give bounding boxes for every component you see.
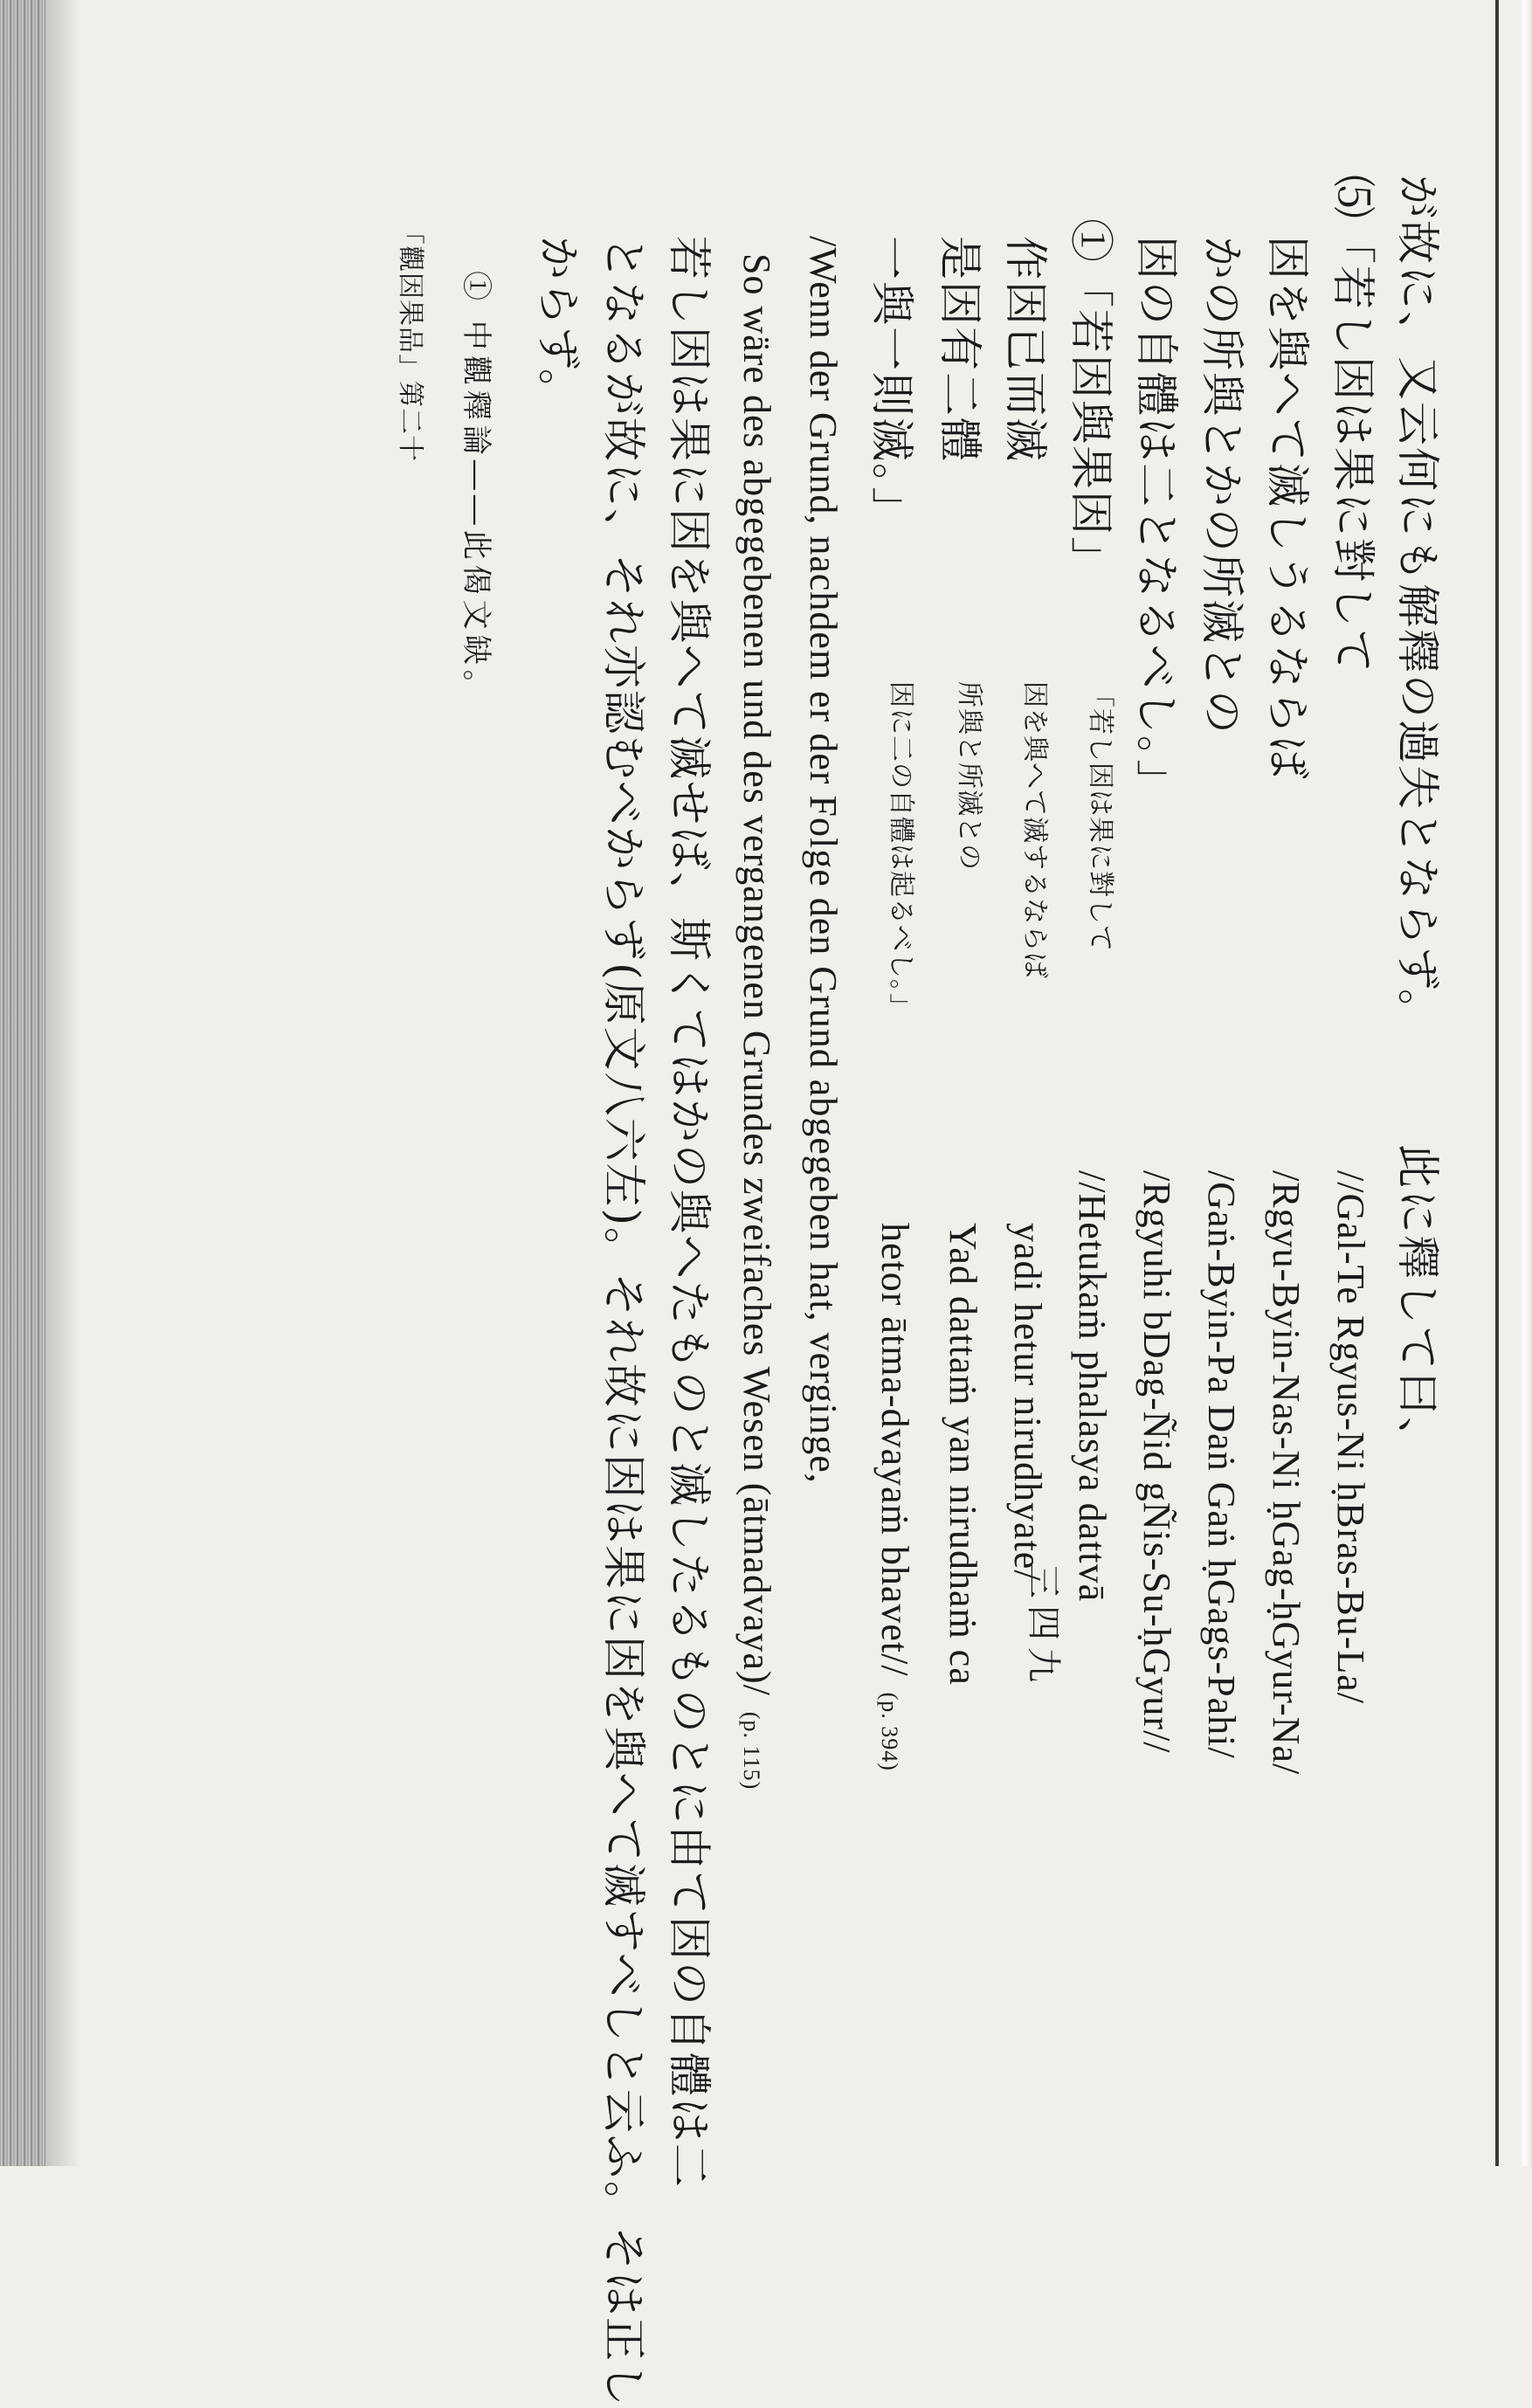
gloss-line-2: 因を與へて滅するならば [1019,681,1050,979]
text-line-6: ①「若因與果因」 [1066,218,1116,582]
text-line-8: 是因有二體 [935,236,985,463]
sanskrit-line-3: Yad dattaṁ yan nirudhaṁ ca [942,1223,984,1686]
sanskrit-line-1: //Hetukaṁ phalasya dattvā [1071,1170,1114,1603]
german-line-2: So wäre des abgegebenen und des vergangenen Grundes zweifaches Wesen (ātmadvaya)/(p. 115) [735,253,778,1790]
tibetan-line-3: /Gaṅ-Byin-Pa Daṅ Gaṅ ḥGags-Pahi/ [1200,1170,1243,1759]
text-line-7: 作因已而滅 [1000,236,1051,463]
tibetan-line-4: /Rgyuhi bDag-Ñid gÑis-Su-ḥGyur// [1135,1170,1178,1754]
gloss-line-3: 所與と所滅との [954,681,984,871]
sanskrit-line-2: yadi hetur nirudhyate/ [1006,1223,1049,1582]
tibetan-line-2: /Rgyu-Byin-Nas-Ni ḥGag-ḥGyur-Na/ [1265,1170,1308,1776]
tibetan-line-1: //Gal-Te Rgyus-Ni ḥBras-Bu-La/ [1329,1170,1372,1705]
gloss-line-1: 「若し因は果に對して [1085,681,1115,952]
text-line-1: が故に、又云何にも解釋の過失とならず。 [1392,175,1443,1034]
text-line-12: 若し因は果に因を與へて滅せば、斯くてはかの與へたものと滅したるものとに由て因の自體は二 [664,236,714,2189]
text-line-3: 因を與へて滅しうるならば [1262,236,1313,781]
running-footer: 「觀因果品」第二十 [395,218,425,462]
footnote: ① 中觀釋論――此偈文缺。 [459,271,493,705]
text-line-2: ⑸「若し因は果に對して [1328,175,1378,674]
page-right-margin [1520,0,1532,2166]
text-line-5: 因の自體は二となるべし。」 [1131,236,1182,804]
text-line-4: かの所與とかの所滅との [1197,236,1247,735]
page-edge-rule [1495,0,1499,2166]
sanskrit-line-4: hetor ātma-dvayaṁ bhavet//(p. 394) [873,1223,916,1771]
section-heading: 此に釋して曰、 [1392,1144,1443,1462]
text-line-13: となるが故に、それ亦認むべからず(原文八六左)。それ故に因は果に因を與へて滅すべしと云ふ。そは正し [598,236,649,2408]
page-number: 三四九 [1023,1563,1063,1689]
text-line-14: からず。 [533,236,583,414]
text-line-9: 一與一則滅。」 [866,236,917,532]
german-line-1: /Wenn der Grund, nachdem er der Folge den Grund abgegeben hat, verginge, [802,236,845,1484]
gloss-line-4: 因に二の自體は起るべし。」 [886,681,916,1020]
rotated-page-content [38,0,1443,2408]
